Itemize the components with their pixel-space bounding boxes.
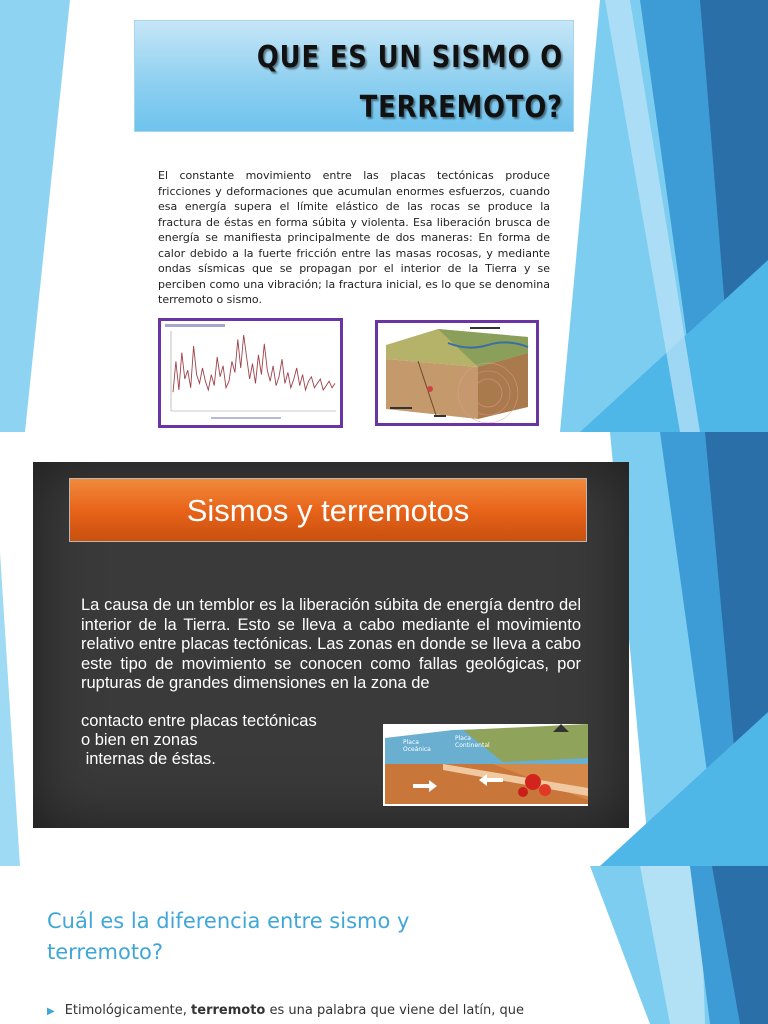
bullet-suffix: es una palabra que viene del latín, que	[265, 1003, 525, 1018]
fault-diagram-image	[375, 320, 539, 426]
cause-paragraph: La causa de un temblor es la liberación súbita de energía dentro del interior de la Tierra. Esto se lleva a cabo mediante el movimiento relativo entre placas tectónicas. Las zonas en donde se lleva a cabo este tipo de movimiento se conocen como fallas geológicas, por rupturas de grandes dimensiones en la zona de	[81, 596, 581, 692]
svg-text:Oceánica: Oceánica	[403, 746, 431, 753]
svg-text:Placa: Placa	[403, 739, 419, 746]
slide-2	[0, 432, 768, 866]
fault-block-illustration	[378, 323, 536, 423]
subduction-diagram	[383, 724, 588, 806]
svg-text:Placa: Placa	[455, 735, 471, 742]
banner-title: Sismos y terremotos	[186, 493, 470, 528]
svg-text:Continental: Continental	[455, 742, 490, 749]
title-box	[134, 20, 574, 132]
cause-line-tail-1: contacto entre placas tectónicas	[81, 712, 317, 730]
slide-3	[0, 866, 768, 1024]
triangle-bullet-icon: ▶	[47, 1006, 55, 1017]
dark-panel	[33, 462, 629, 828]
slide-1	[0, 0, 768, 432]
bullet-prefix: Etimológicamente,	[64, 1003, 192, 1018]
bullet-item	[47, 1003, 567, 1018]
seismogram-image	[158, 318, 343, 428]
bullet-bold-word: terremoto	[191, 1003, 266, 1018]
question-heading: Cuál es la diferencia entre sismo y terremoto?	[47, 909, 410, 964]
cause-line-tail-3: internas de éstas.	[81, 750, 216, 768]
title-banner	[69, 478, 587, 542]
cause-line-tail-2: o bien en zonas	[81, 731, 198, 749]
slide-title: QUE ES UN SISMO O TERREMOTO?	[256, 40, 563, 125]
intro-paragraph: El constante movimiento entre las placas tectónicas produce fricciones y deformaciones que acumulan enormes esfuerzos, cuando esa energía supera el límite elástico de las rocas se produce la fractura de éstas en forma súbita y violenta. Esa liberación brusca de energía se manifiesta principalmente de dos maneras: En forma de calor debido a la fuerte fricción entre las masas rocosas, y mediante ondas sísmicas que se propagan por el interior de la Tierra y se perciben como una vibración; la fractura inicial, es lo que se denomina terremoto o sismo.	[158, 169, 550, 306]
seismogram-plot	[161, 321, 340, 425]
